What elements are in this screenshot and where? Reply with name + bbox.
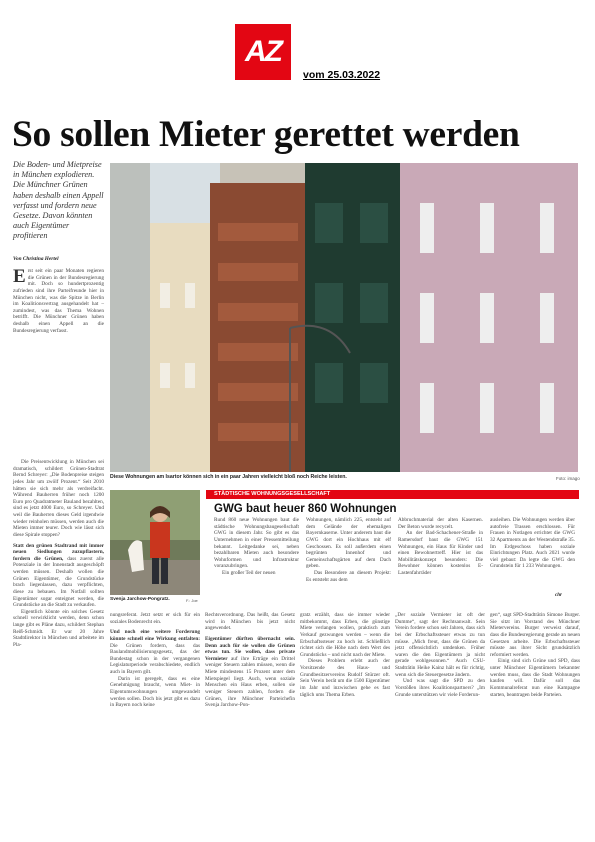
intro-text: rst seit ein paar Monaten regieren die Grünen in der Bundesregierung mit. Doch so hundertprozentig zufrieden sind ihre Parteifreunde hier in München nicht, was die Spitze in Berlin im Koalitionsvertrag ausgehandelt hat – zumindest, was das Thema Wohnen betrifft. Die Münchner Grünen haben deshalb einen Appell an die Bundesregierung verfasst. bbox=[13, 268, 104, 334]
author-signature: chr bbox=[555, 593, 562, 598]
az-logo: AZ bbox=[235, 24, 291, 80]
article-column-4 bbox=[300, 612, 390, 698]
paragraph: Darin ist geregelt, dass es eine Genehmigung braucht, wenn Miet- in Eigentumswohnungen umgewandelt werden sollen. Doch bis jetzt gibt es dazu in Bayern noch keine bbox=[110, 675, 200, 709]
paragraph: Eigentlich könnte ein solches Gesetz schnell verwirklicht werden, denn schon lange gibt es Pläne dazu, schildert Stephan Reiß-Schmidt. Er war 20 Jahre Stadtdirektor in München und arbeitete im Pla- bbox=[13, 608, 104, 648]
paragraph: An der Bad-Schachener-Straße in Ramersdorf baut die GWG 151 Wohnungen, ein Haus für Kinder und einen Bewohnertreff. Hier ist das Mobilitätskonzept besonders: Die Bewohner können kostenlos E-Lastenfahrräder bbox=[398, 530, 483, 576]
paragraph: Die Preisentwicklung in München sei dramatisch, schildert Grünen-Stadtrat Bernd Schreyer: „Die Bodenpreise steigen jedes Jahr um zwölf Prozent.“ Seit 2010 hätten sie sich mehr als verdreifacht. Während Bauherren früher noch 1200 Euro pro Quadratmeter Bauland bezahlten, sind es jetzt 4000 Euro, so Schreyer. Und weil die Bauherren dieses Geld irgendwie wieder reinholen müssen, werden auch die Mieten immer teurer. Doch wie lässt sich diese Spirale stoppen? bbox=[13, 459, 104, 538]
infobox-kicker: STÄDTISCHE WOHNUNGSGESELLSCHAFT bbox=[206, 490, 579, 499]
article-column-2 bbox=[110, 612, 200, 709]
paragraph: ausleihen. Die Wohnungen werden über autofreie Trassen erschlossen. Für Frauen in Notlagen errichtet die GWG 32 Apartments an der Westendstraße 35. Im Erdgeschoss haben soziale Einrichtungen Platz. Auch 2021 wurde viel gebaut: Da legte die GWG den Grundstein für 1 233 Wohnungen. bbox=[490, 517, 575, 570]
paragraph bbox=[13, 543, 104, 609]
infobox-column-1 bbox=[214, 517, 299, 577]
street-photo bbox=[110, 163, 578, 472]
photo-caption: Diese Wohnungen am Isartor können sich in ein paar Jahren vielleicht bloß noch Reiche leisten. bbox=[110, 474, 347, 480]
paragraph: Ein großer Teil der neuen bbox=[222, 570, 276, 576]
paragraph: nungsreferat. Jetzt setzt er sich für ein soziales Bodenrecht ein. bbox=[110, 612, 200, 625]
infobox-column-3 bbox=[398, 517, 483, 577]
paragraph: Das Besondere an diesem Projekt: Es entsteht aus dem bbox=[306, 570, 391, 583]
article-column-1 bbox=[13, 459, 104, 649]
paragraph: Dieses Problem erlebt auch der Vorsitzende des Haus- und Grundbesitzervereins Rudolf Stürzer oft. Sein Verein berät um die 1500 Eigentümer im Jahr und inzwischen gehe es fast täglich ums Thema Erben. bbox=[300, 658, 390, 698]
byline: Von Christina Hertel bbox=[13, 256, 59, 262]
paragraph: Einig sind sich Grüne und SPD, dass unter Münchner Eigentümern bekannter werden muss, dass die Stadt Wohnungen kaufen will. Dafür soll das Kommunalreferat nun eine Kampagne starten, beantragen beide Parteien. bbox=[490, 658, 580, 698]
paragraph-text: dass zuerst alle Potenziale in der Innenstadt ausgeschöpft werden müssen. Deshalb wollen die Grünen Eigentümer, die Grundstücke brach liegenlassen, dazu verpflichten, diese zu bebauen. Im Notfall sollten Eigentümer sogar enteignet werden, die Grundstücke an die Stadt zu verkaufen. bbox=[13, 555, 104, 609]
article-column-5 bbox=[395, 612, 485, 698]
bold-lead: Und noch eine weitere Forderung könnte schnell eine Wirkung entfalten: bbox=[110, 629, 200, 642]
paragraph: Rechtsverordnung. Das heißt, das Gesetz wird in München bis jetzt nicht angewendet. bbox=[205, 612, 295, 632]
infobox-column-2 bbox=[306, 517, 391, 583]
portrait-caption: Svenja Jarchow-Pongratz. bbox=[110, 597, 170, 602]
paragraph: „Der soziale Vermieter ist oft der Dumme“, sagt der Rechtsanwalt. Sein Verein fordere schon seit Jahren, dass sich bei der Erbschaftssteuer etwas zu tun müsse. „Mich freut, dass die Grünen da jetzt offensichtlich umdenken. Früher waren die den Eigentümern ja nicht gerade wohlgesonnen.“ Auch CSU-Stadträtin Heike Kainz hält es für richtig, wenn sich die Steuergesetze ändern. bbox=[395, 612, 485, 678]
headline: So sollen Mieter gerettet werden bbox=[12, 114, 520, 155]
paragraph: Rund 860 neue Wohnungen baut die städtische Wohnungsbaugesellschaft GWG in diesem Jahr. So gibt es das Unternehmen in einer Pressemitteilung bekannt. Leitgedanke sei, neben bezahlbaren Mieten auch besondere Wohnformen und Infrastruktur voranzubringen. bbox=[214, 517, 299, 570]
paragraph: Und was sagt die SPD zu den Vorstößen ihres Koalitionspartners? „Im Grunde unterstützen wir viele Forderun- bbox=[395, 678, 485, 698]
paragraph: gen“, sagt SPD-Stadträtin Simone Burger. Sie sitzt im Vorstand des Münchner Mietervereins. Burger verweist darauf, dass die Bundesregierung gerade an neuen Gesetzen arbeite. Die Erbschaftssteuer müsste aus ihrer Sicht grundsätzlich reformiert werden. bbox=[490, 612, 580, 658]
intro-column bbox=[13, 268, 104, 334]
paragraph: Wohnungen, nämlich 225, entsteht auf dem Gelände der ehemaligen Bayernkaserne. Unter anderem baut die GWG dort ein Hochhaus mit elf Geschossen. Es soll außerdem einen begrünten Innenhof und Gemeinschaftsgärten auf dem Dach geben. bbox=[306, 517, 391, 570]
bold-lead: Eigentümer dürften übernacht sein. Denn auch für sie wollen die Grünen etwas tun. Sie wollen, dass private Vermieter bbox=[205, 635, 295, 662]
paragraph: Abbruchmaterial der alten Kasernen. Der Beton wurde recycelt. bbox=[398, 517, 483, 530]
drop-cap: E bbox=[13, 266, 26, 287]
publication-date: vom 25.03.2022 bbox=[303, 69, 381, 81]
article-column-3 bbox=[205, 612, 295, 709]
infobox-column-4 bbox=[490, 517, 575, 570]
photo-credit: Foto: imago bbox=[556, 476, 580, 481]
paragraph-text: auf ihre Erträge ein Drittel weniger Steuern zahlen müssen, wenn die Miete mindestens 15 Prozent unter dem Mietspiegel liegt. Auch, wenn soziale Menschen ein Haus erben, sollen sie weniger Steuern zahlen, fordern die Grünen, ihre Münchner Parteichefin Svenja Jarchow-Pon- bbox=[205, 655, 295, 709]
subheadline: Die Boden- und Mietpreise in München explodieren. Die Münchner Grünen haben deshalb einen Appell verfasst und fordern neue Gesetze. Davon könnten auch Eigentümer profitieren bbox=[13, 160, 104, 241]
paragraph: gratz erzählt, dass sie immer wieder mitbekommt, dass Erben, die günstige Miete verlangen wollen, praktisch zum Verkauf gezwungen werden – wenn die Erbschaftssteuer zu hoch ist. Schließlich richtet sich die Höhe nach dem Wert des Grundstücks – und nicht nach der Miete. bbox=[300, 612, 390, 658]
portrait-credit: F.: Joe bbox=[186, 598, 198, 603]
portrait-photo bbox=[110, 490, 200, 595]
paragraph bbox=[110, 629, 200, 675]
bold-lead: Statt den grünen Stadtrand mit immer neuen Siedlungen zuzupflastern, fordern die Grünen, bbox=[13, 542, 104, 562]
infobox-headline: GWG baut heuer 860 Wohnungen bbox=[214, 503, 397, 515]
paragraph-text: Die Grünen fordern, dass das Baulandmobilisierungsgesetz, das der Bundestag schon in der vergangenen Legislaturperiode verabschiedete, endlich auch in Bayern gilt. bbox=[110, 642, 200, 675]
article-column-6 bbox=[490, 612, 580, 698]
paragraph bbox=[205, 636, 295, 709]
